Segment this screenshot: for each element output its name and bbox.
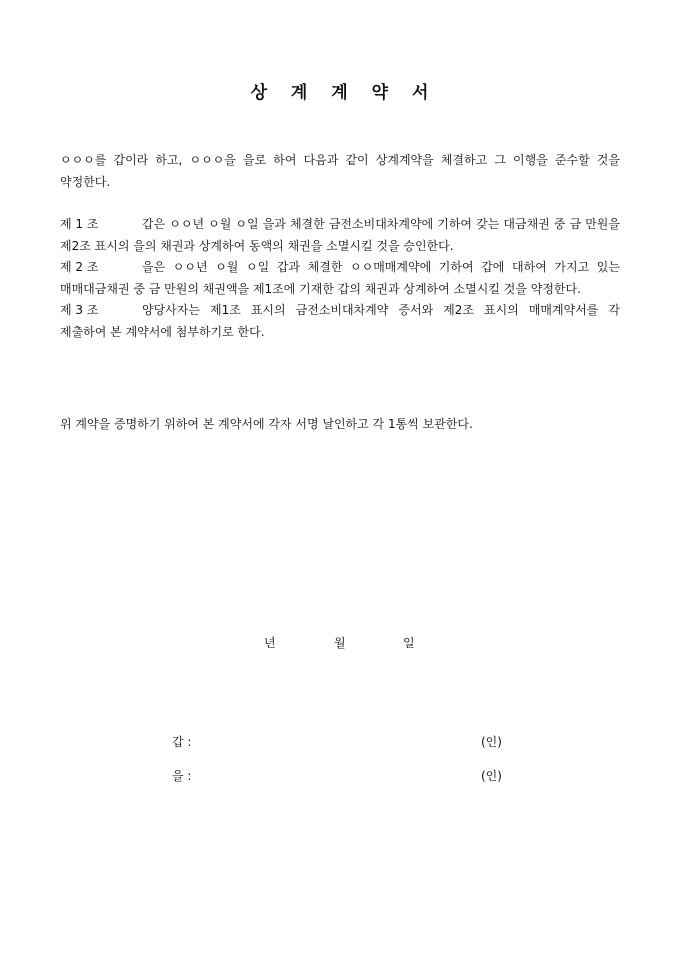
article-label: 제 3 조	[60, 303, 99, 317]
date-year: 년	[264, 636, 276, 650]
article-2	[60, 257, 620, 300]
party-label: 을 :	[172, 769, 192, 783]
article-text: 갑은 ㅇㅇ년 ㅇ월 ㅇ일 을과 체결한 금전소비대차계약에 기하여 갖는 대금채권 중 금 만원을 제2조 표시의 을의 채권과 상계하여 동액의 채권을 소멸시킬 것을 승인한다.	[60, 217, 620, 253]
article-1	[60, 214, 620, 257]
article-text: 을은 ㅇㅇ년 ㅇ월 ㅇ일 갑과 체결한 ㅇㅇ매매계약에 기하여 갑에 대하여 가지고 있는 매매대금채권 중 금 만원의 채권액을 제1조에 기재한 갑의 채권과 상계하여 소멸시킬 것을 약정한다.	[60, 260, 620, 296]
date-day: 일	[403, 636, 415, 650]
seal-mark: (인)	[481, 735, 502, 749]
articles-section	[60, 214, 620, 343]
article-label: 제 1 조	[60, 217, 99, 231]
closing-paragraph: 위 계약을 증명하기 위하여 본 계약서에 각자 서명 날인하고 각 1통씩 보관한다.	[60, 417, 473, 431]
date-month: 월	[334, 636, 346, 650]
intro-paragraph: ㅇㅇㅇ를 갑이라 하고, ㅇㅇㅇ을 을로 하여 다음과 같이 상계계약을 체결하고 그 이행을 준수할 것을 약정한다.	[60, 153, 620, 189]
article-label: 제 2 조	[60, 260, 99, 274]
document-title: 상 계 계 약 서	[250, 83, 438, 103]
seal-mark: (인)	[481, 769, 502, 783]
article-text: 양당사자는 제1조 표시의 금전소비대차계약 증서와 제2조 표시의 매매계약서를 각 제출하여 본 계약서에 첨부하기로 한다.	[60, 303, 620, 339]
article-3	[60, 300, 620, 343]
party-label: 갑 :	[172, 735, 192, 749]
